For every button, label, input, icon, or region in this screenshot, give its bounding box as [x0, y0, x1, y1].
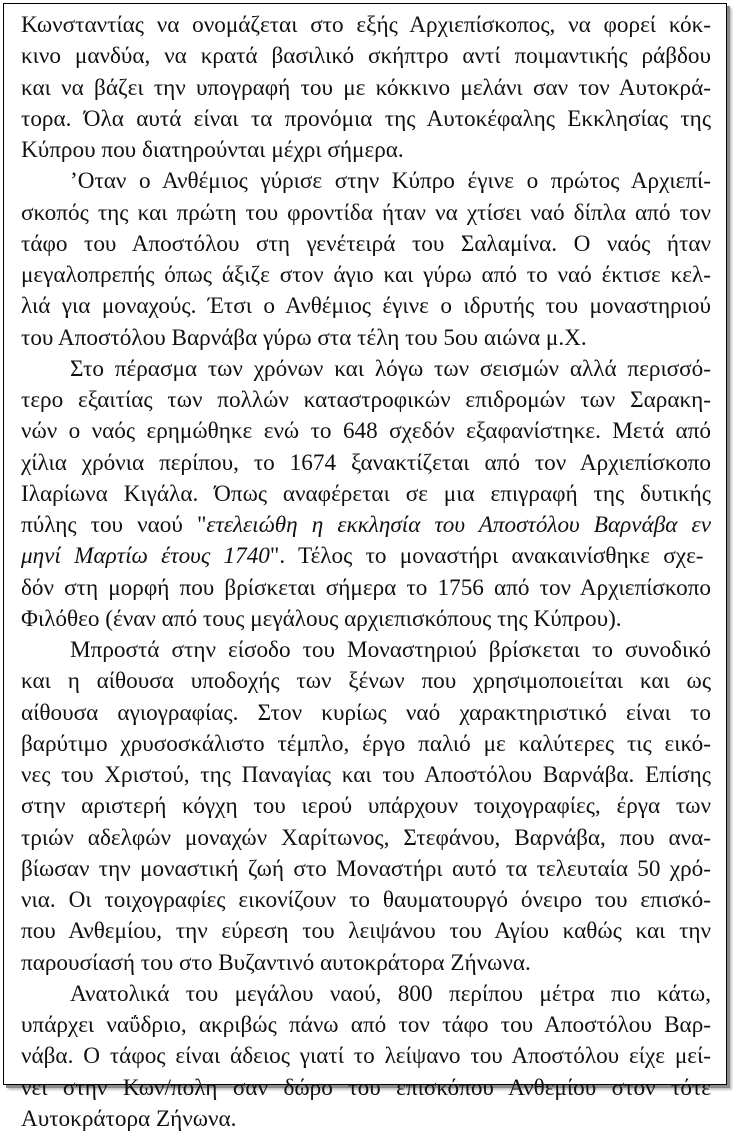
text-line-with-quote: [21, 510, 711, 541]
text-line: Κωνσταντίας να ονομάζεται στο εξής Αρχιεπίσκοπος, να φορεί κόκ-: [21, 12, 711, 38]
text-line: ’Οταν ο Ανθέμιος γύρισε στην Κύπρο έγινε ο πρώτος Αρχιεπί-: [70, 168, 711, 195]
text-line: δόν στη μορφή που βρίσκεται σήμερα το 1756 από τον Αρχιεπίσκοπο: [21, 574, 711, 601]
paragraph-4: [21, 635, 711, 979]
document-page: [3, 3, 727, 1132]
inscription-quote-part-2: μηνί Μαρτίω έτους 1740: [21, 543, 270, 570]
paragraph-1: [21, 10, 711, 166]
text-line: νια. Οι τοιχογραφίες εικονίζουν το θαυματουργό όνειρο του επισκό-: [21, 887, 711, 913]
text-line: βίωσαν την μοναστική ζωή στο Μοναστήρι αυτό τα τελευταία 50 χρό-: [21, 855, 711, 882]
document-body: [21, 10, 711, 1135]
text-line: κινο μανδύα, να κρατά βασιλικό σκήπτρο αντί ποιμαντικής ράβδου: [21, 43, 711, 70]
text-line-with-quote: [21, 541, 711, 572]
text-line: τάφο του Αποστόλου στη γενέτειρά του Σαλαμίνα. Ο ναός ήταν: [21, 230, 711, 257]
text-line: του Αποστόλου Βαρνάβα γύρω στα τέλη του 5ου αιώνα μ.Χ.: [21, 324, 587, 351]
text-line: νάβα. Ο τάφος είναι άδειος γιατί το λείψανο του Αποστόλου είχε μεί-: [21, 1043, 711, 1070]
text-line: Αυτοκράτορα Ζήνωνα.: [21, 1105, 237, 1132]
text-line: τριών αδελφών μοναχών Χαρίτωνος, Στεφάνου, Βαρνάβα, που ανα-: [21, 824, 711, 851]
paragraph-5: [21, 979, 711, 1135]
text-line: νών ο ναός ερημώθηκε ενώ το 648 σχεδόν εξαφανίστηκε. Μετά από: [21, 418, 711, 445]
text-line: μεγαλοπρεπής όπως άξιζε στον άγιο και γύρω από το ναό έκτισε κελ-: [21, 262, 711, 288]
text-line: Κύπρου που διατηρούνται μέχρι σήμερα.: [21, 137, 404, 163]
paragraph-3: [21, 354, 711, 635]
text-line: υπάρχει ναΰδριο, ακριβώς πάνω από τον τάφο του Αποστόλου Βαρ-: [21, 1012, 711, 1038]
text-line: λιά για μοναχούς. Έτσι ο Ανθέμιος έγινε ο ιδρυτής του μοναστηριού: [21, 293, 711, 320]
text-line: Ανατολικά του μεγάλου ναού, 800 περίπου μέτρα πιο κάτω,: [70, 980, 711, 1007]
text-line: νες του Χριστού, της Παναγίας και του Αποστόλου Βαρνάβα. Επίσης: [21, 762, 711, 788]
text-line: παρουσίασή του στο Βυζαντινό αυτοκράτορα Ζήνωνα.: [21, 949, 531, 976]
text-line: τερο εξαιτίας των πολλών καταστροφικών επιδρομών των Σαρακη-: [21, 387, 711, 413]
quote-suffix: ". Τέλος το μοναστήρι ανακαινίσθηκε σχε-: [269, 543, 704, 570]
text-line: Ιλαρίωνα Κιγάλα. Όπως αναφέρεται σε μια επιγραφή της δυτικής: [21, 480, 711, 507]
text-line: Φιλόθεο (έναν από τους μεγάλους αρχιεπισκόπους της Κύπρου).: [21, 605, 622, 632]
text-line: τορα. Όλα αυτά είναι τα προνόμια της Αυτοκέφαλης Εκκλησίας της: [21, 105, 711, 132]
inscription-quote-part-1: ετελειώθη η εκκλησία του Αποστόλου Βαρνάβα εν: [206, 512, 711, 538]
text-line: Μπροστά στην είσοδο του Μοναστηριού βρίσκεται το συνοδικό: [70, 637, 711, 663]
text-line: βαρύτιμο χρυσοσκάλιστο τέμπλο, έργο παλιό με καλύτερες τις εικό-: [21, 730, 711, 757]
text-line: Στο πέρασμα των χρόνων και λόγω των σεισμών αλλά περισσό-: [70, 355, 711, 382]
paragraph-2: [21, 166, 711, 354]
text-line: που Ανθεμίου, την εύρεση του λειψάνου του Αγίου καθώς και την: [21, 918, 711, 945]
text-line: και να βάζει την υπογραφή του με κόκκινο μελάνι σαν τον Αυτοκρά-: [21, 74, 711, 101]
quote-prefix: πύλης του ναού ": [21, 512, 207, 538]
text-line: και η αίθουσα υποδοχής των ξένων που χρησιμοποιείται και ως: [21, 668, 711, 695]
text-line: νει στην Κων/πολη σαν δώρο του επισκόπου Ανθεμίου στον τότε: [21, 1074, 711, 1101]
text-line: χίλια χρόνια περίπου, το 1674 ξανακτίζεται από τον Αρχιεπίσκοπο: [21, 449, 711, 476]
text-line: στην αριστερή κόγχη του ιερού υπάρχουν τοιχογραφίες, έργα των: [21, 793, 711, 820]
text-line: σκοπός της και πρώτη του φροντίδα ήταν να χτίσει ναό δίπλα από τον: [21, 199, 711, 226]
text-line: αίθουσα αγιογραφίας. Στον κυρίως ναό χαρακτηριστικό είναι το: [21, 699, 711, 726]
